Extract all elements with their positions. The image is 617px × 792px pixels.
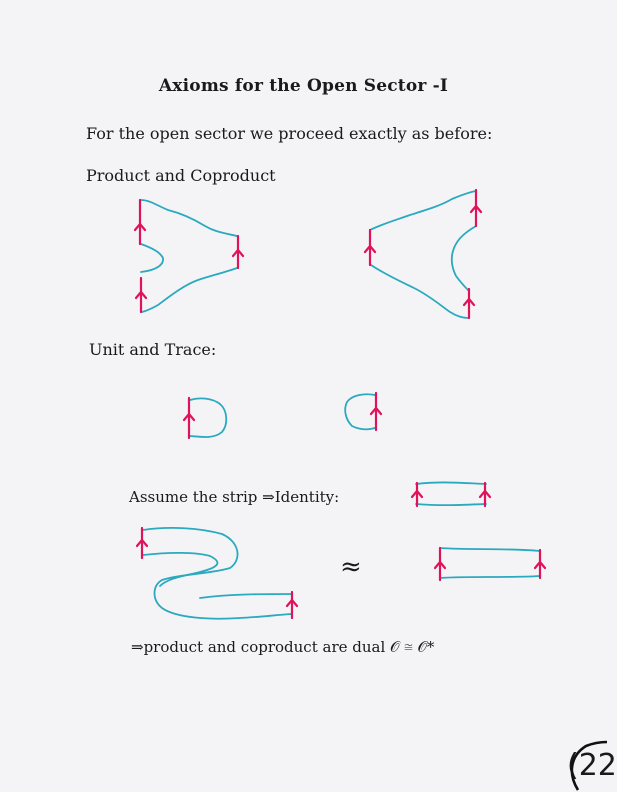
product-diagram — [135, 200, 243, 312]
intro-text: For the open sector we proceed exactly as before: — [86, 124, 493, 143]
dual-statement: ⇒product and coproduct are dual 𝒪 ≅ 𝒪* — [131, 638, 435, 656]
page-number-circle — [572, 742, 607, 790]
unit-diagram — [184, 398, 226, 438]
approx-symbol: ≈ — [340, 552, 362, 582]
zigzag-strip-diagram — [137, 528, 297, 619]
coproduct-diagram — [365, 190, 481, 318]
trace-diagram — [345, 393, 381, 430]
long-strip-diagram — [435, 548, 545, 580]
page-number: (22 — [567, 748, 617, 783]
strip-identity-text: Assume the strip ⇒Identity: — [129, 488, 340, 506]
slide-title: Axioms for the Open Sector -I — [158, 76, 449, 96]
unit-trace-heading: Unit and Trace: — [89, 340, 217, 359]
product-coproduct-heading: Product and Coproduct — [86, 166, 276, 185]
identity-strip-diagram — [412, 482, 490, 506]
